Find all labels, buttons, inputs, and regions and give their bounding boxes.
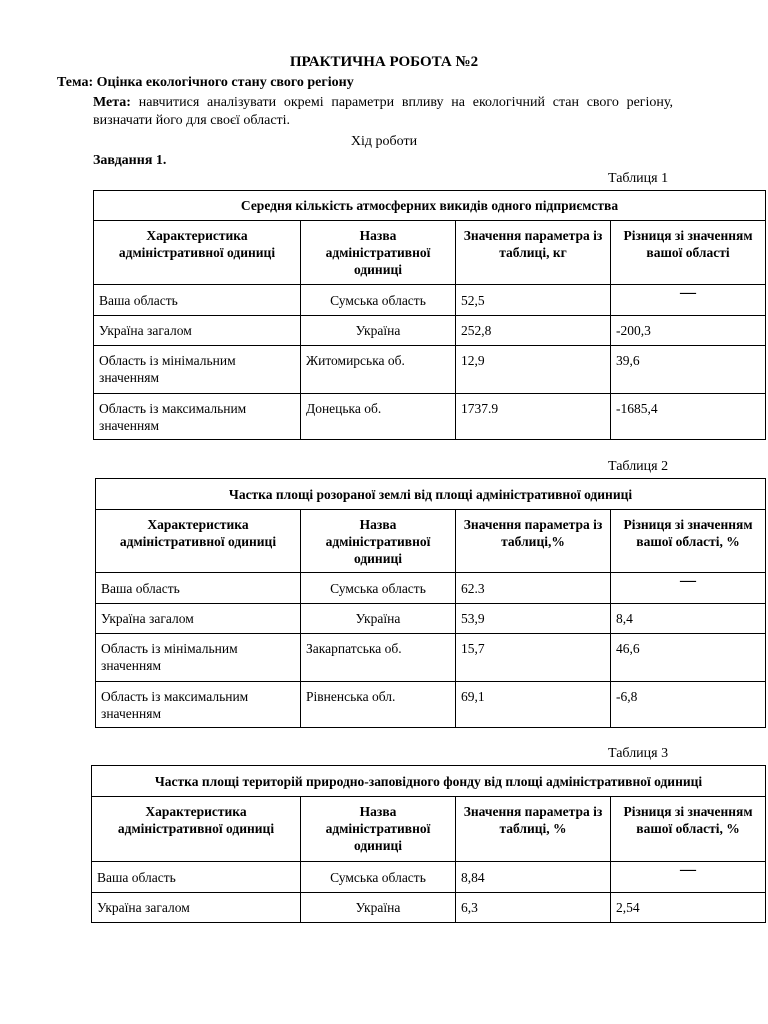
header-characteristic: Характеристика адміністративної одиниці (92, 797, 301, 862)
table-3-label: Таблиця 3 (608, 746, 669, 761)
cell-name: Закарпатська об. (301, 634, 456, 682)
cell-name: Сумська область (301, 862, 456, 893)
cell-name: Житомирська об. (301, 346, 456, 394)
topic-line (57, 75, 354, 91)
header-difference: Різниця зі значенням вашої області (611, 221, 766, 285)
cell-name: Сумська область (301, 573, 456, 604)
table-3 (91, 765, 766, 923)
cell-difference: — (611, 862, 766, 893)
cell-characteristic: Область із мінімальним значенням (96, 634, 301, 682)
cell-difference: — (611, 285, 766, 316)
goal-paragraph (93, 94, 673, 130)
cell-value: 69,1 (456, 682, 611, 728)
page-title: ПРАКТИЧНА РОБОТА №2 (289, 54, 479, 70)
header-name: Назва адміністративної одиниці (301, 797, 456, 862)
header-value: Значення параметра із таблиці,% (456, 510, 611, 573)
cell-value: 15,7 (456, 634, 611, 682)
goal-label: Мета: (93, 95, 131, 110)
cell-difference: -1685,4 (611, 394, 766, 440)
cell-difference: 39,6 (611, 346, 766, 394)
table-row (94, 285, 766, 316)
course-heading: Хід роботи (350, 134, 418, 149)
table-2 (95, 478, 766, 728)
table-2-caption: Частка площі розораної землі від площі адміністративної одиниці (96, 479, 766, 510)
cell-characteristic: Ваша область (92, 862, 301, 893)
cell-characteristic: Ваша область (96, 573, 301, 604)
table-row (96, 604, 766, 634)
table-row (92, 893, 766, 923)
cell-value: 53,9 (456, 604, 611, 634)
header-name: Назва адміністративної одиниці (301, 510, 456, 573)
table-row (96, 573, 766, 604)
header-name: Назва адміністративної одиниці (301, 221, 456, 285)
cell-value: 12,9 (456, 346, 611, 394)
table-row (94, 394, 766, 440)
table-2-label: Таблиця 2 (608, 459, 669, 474)
cell-difference: — (611, 573, 766, 604)
cell-name: Донецька об. (301, 394, 456, 440)
table-3-caption: Частка площі територій природно-заповідного фонду від площі адміністративної одиниці (92, 766, 766, 797)
cell-difference: -6,8 (611, 682, 766, 728)
cell-value: 62.3 (456, 573, 611, 604)
table-row (96, 634, 766, 682)
header-characteristic: Характеристика адміністративної одиниці (94, 221, 301, 285)
table-row (94, 346, 766, 394)
header-value: Значення параметра із таблиці, % (456, 797, 611, 862)
cell-characteristic: Ваша область (94, 285, 301, 316)
table-row (92, 862, 766, 893)
table-1-caption: Середня кількість атмосферних викидів одного підприємства (94, 191, 766, 221)
table-row (96, 682, 766, 728)
cell-name: Україна (301, 316, 456, 346)
cell-characteristic: Україна загалом (94, 316, 301, 346)
header-characteristic: Характеристика адміністративної одиниці (96, 510, 301, 573)
cell-value: 252,8 (456, 316, 611, 346)
cell-characteristic: Україна загалом (92, 893, 301, 923)
cell-difference: 46,6 (611, 634, 766, 682)
cell-characteristic: Область із мінімальним значенням (94, 346, 301, 394)
cell-value: 8,84 (456, 862, 611, 893)
topic-label: Тема: (57, 75, 94, 90)
cell-name: Україна (301, 893, 456, 923)
cell-value: 52,5 (456, 285, 611, 316)
table-1 (93, 190, 766, 440)
cell-value: 1737.9 (456, 394, 611, 440)
table-1-label: Таблиця 1 (608, 171, 669, 186)
cell-name: Україна (301, 604, 456, 634)
task-heading: Завдання 1. (93, 153, 167, 168)
table-row (94, 316, 766, 346)
cell-characteristic: Україна загалом (96, 604, 301, 634)
cell-name: Рівненська обл. (301, 682, 456, 728)
cell-value: 6,3 (456, 893, 611, 923)
cell-difference: -200,3 (611, 316, 766, 346)
cell-characteristic: Область із максимальним значенням (96, 682, 301, 728)
header-difference: Різниця зі значенням вашої області, % (611, 797, 766, 862)
cell-characteristic: Область із максимальним значенням (94, 394, 301, 440)
cell-difference: 2,54 (611, 893, 766, 923)
cell-difference: 8,4 (611, 604, 766, 634)
header-value: Значення параметра із таблиці, кг (456, 221, 611, 285)
header-difference: Різниця зі значенням вашої області, % (611, 510, 766, 573)
cell-name: Сумська область (301, 285, 456, 316)
goal-text: навчитися аналізувати окремі параметри впливу на екологічний стан свого регіону, визначати його для своєї області. (93, 95, 674, 128)
topic-text: Оцінка екологічного стану свого регіону (96, 75, 354, 90)
